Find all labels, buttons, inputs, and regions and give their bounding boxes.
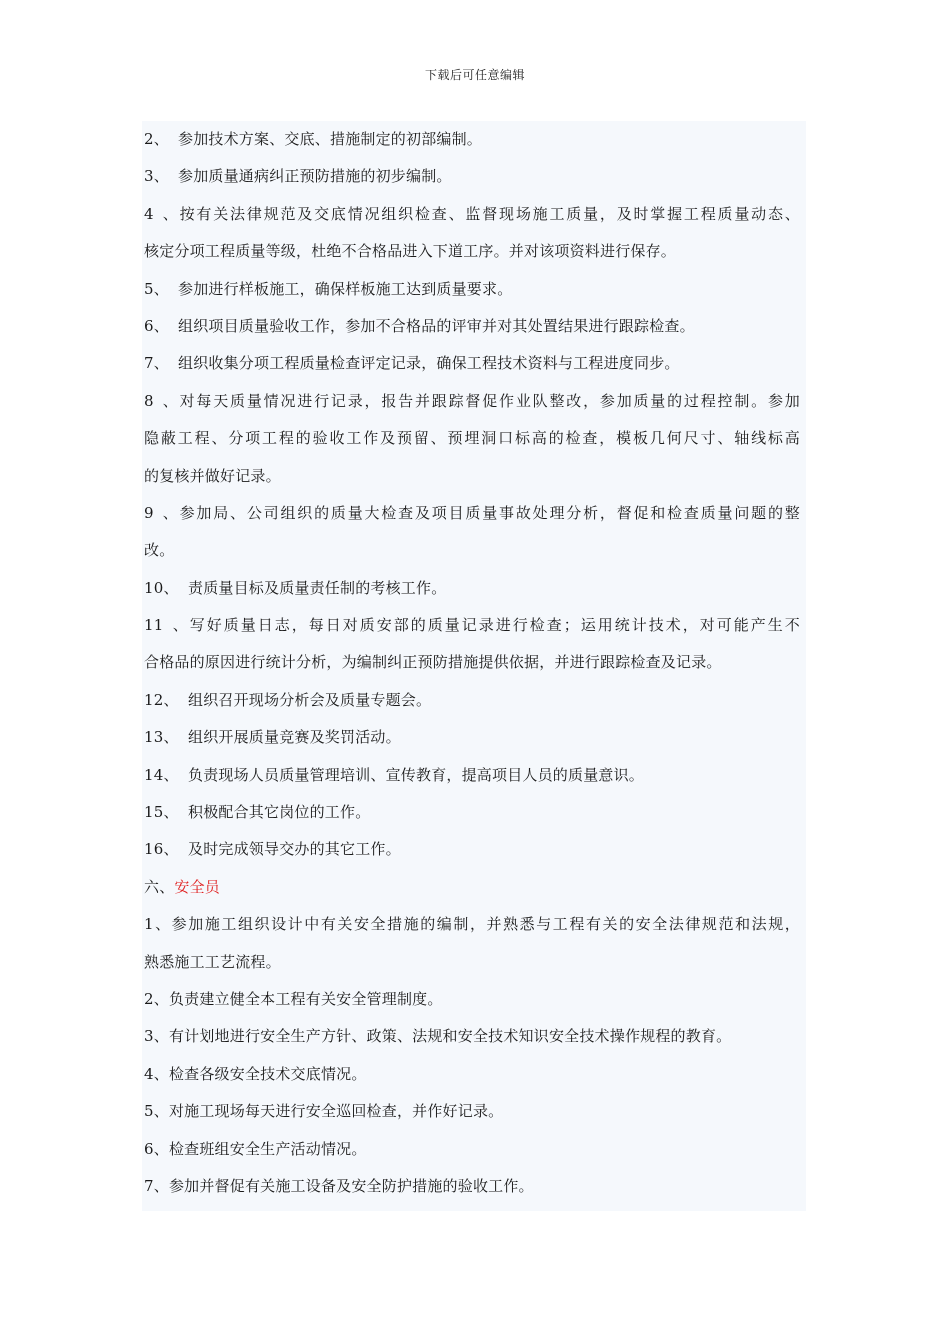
document-body: [142, 121, 806, 1211]
item-text: 负责现场人员质量管理培训、宣传教育，提高项目人员的质量意识。: [188, 765, 645, 784]
item-number: 5、: [144, 279, 169, 298]
section-title: 安全员: [174, 877, 221, 896]
item-text: 熟悉施工工艺流程。: [144, 952, 281, 971]
item-number: 4、: [144, 204, 178, 223]
item-number: 11、: [144, 616, 188, 635]
list-item: [142, 570, 806, 607]
item-number: 8、: [144, 391, 178, 410]
list-item: [142, 831, 806, 868]
page-header: 下载后可任意编辑: [424, 68, 525, 82]
item-text: 7、参加并督促有关施工设备及安全防护措施的验收工作。: [144, 1176, 534, 1195]
list-item: [142, 1093, 806, 1130]
item-text: 组织召开现场分析会及质量专题会。: [188, 690, 432, 709]
item-text: 的复核并做好记录。: [144, 466, 281, 485]
item-number: 16、: [144, 840, 179, 859]
list-item: [142, 719, 806, 756]
item-text: 写好质量日志，每日对质安部的质量记录进行检查；运用统计技术，对可能产生不: [188, 616, 800, 635]
quality-duties-list: [142, 121, 806, 869]
item-text: 责质量目标及质量责任制的考核工作。: [188, 578, 447, 597]
list-item: [142, 196, 806, 233]
item-text: 组织收集分项工程质量检查评定记录，确保工程技术资料与工程进度同步。: [178, 354, 680, 373]
list-item: [142, 271, 806, 308]
list-item: [142, 1168, 806, 1205]
item-text: 及时完成领导交办的其它工作。: [188, 840, 401, 859]
list-item-continuation: [142, 532, 806, 569]
list-item-continuation: [142, 944, 806, 981]
item-number: 9、: [144, 503, 178, 522]
item-text: 参加进行样板施工，确保样板施工达到质量要求。: [178, 279, 513, 298]
item-text: 组织项目质量验收工作，参加不合格品的评审并对其处置结果进行跟踪检查。: [178, 316, 695, 335]
section-heading: [142, 869, 806, 906]
item-text: 合格品的原因进行统计分析，为编制纠正预防措施提供依据，并进行跟踪检查及记录。: [144, 653, 722, 672]
item-text: 参加质量通病纠正预防措施的初步编制。: [178, 167, 452, 186]
item-text: 积极配合其它岗位的工作。: [188, 803, 371, 822]
list-item: [142, 383, 806, 420]
list-item-continuation: [142, 233, 806, 270]
section-prefix: 六、: [144, 877, 175, 896]
item-text: 1、参加施工组织设计中有关安全措施的编制，并熟悉与工程有关的安全法律规范和法规，: [144, 915, 800, 934]
item-text: 隐蔽工程、分项工程的验收工作及预留、预埋洞口标高的检查，模板几何尺寸、轴线标高: [144, 429, 800, 448]
item-number: 10、: [144, 578, 179, 597]
item-number: 12、: [144, 690, 179, 709]
list-item: [142, 308, 806, 345]
item-number: 3、: [144, 167, 169, 186]
list-item: [142, 1018, 806, 1055]
item-text: 组织开展质量竞赛及奖罚活动。: [188, 728, 401, 747]
list-item: [142, 794, 806, 831]
item-number: 14、: [144, 765, 179, 784]
item-text: 按有关法律规范及交底情况组织检查、监督现场施工质量，及时掌握工程质量动态、: [178, 204, 800, 223]
item-text: 5、对施工现场每天进行安全巡回检查，并作好记录。: [144, 1102, 504, 1121]
item-number: 15、: [144, 803, 179, 822]
item-text: 参加局、公司组织的质量大检查及项目质量事故处理分析，督促和检查质量问题的整: [178, 503, 800, 522]
item-text: 参加技术方案、交底、措施制定的初部编制。: [178, 130, 483, 148]
item-number: 6、: [144, 316, 169, 335]
list-item: [142, 757, 806, 794]
list-item: [142, 158, 806, 195]
list-item-continuation: [142, 420, 806, 457]
list-item: [142, 607, 806, 644]
list-item: [142, 345, 806, 382]
item-text: 4、检查各级安全技术交底情况。: [144, 1064, 367, 1083]
list-item: [142, 1056, 806, 1093]
item-text: 对每天质量情况进行记录，报告并跟踪督促作业队整改，参加质量的过程控制。参加: [178, 391, 800, 410]
item-number: 2、: [144, 130, 169, 148]
item-number: 7、: [144, 354, 169, 373]
list-item-continuation: [142, 644, 806, 681]
list-item: [142, 682, 806, 719]
item-number: 13、: [144, 728, 179, 747]
item-text: 核定分项工程质量等级，杜绝不合格品进入下道工序。并对该项资料进行保存。: [144, 242, 677, 261]
item-text: 改。: [144, 541, 175, 560]
item-text: 2、负责建立健全本工程有关安全管理制度。: [144, 989, 443, 1008]
list-item: [142, 981, 806, 1018]
safety-duties-list: [142, 906, 806, 1205]
list-item: [142, 906, 806, 943]
list-item: [142, 121, 806, 158]
list-item-continuation: [142, 458, 806, 495]
list-item: [142, 1131, 806, 1168]
item-text: 6、检查班组安全生产活动情况。: [144, 1139, 367, 1158]
list-item: [142, 495, 806, 532]
item-text: 3、有计划地进行安全生产方针、政策、法规和安全技术知识安全技术操作规程的教育。: [144, 1027, 732, 1046]
